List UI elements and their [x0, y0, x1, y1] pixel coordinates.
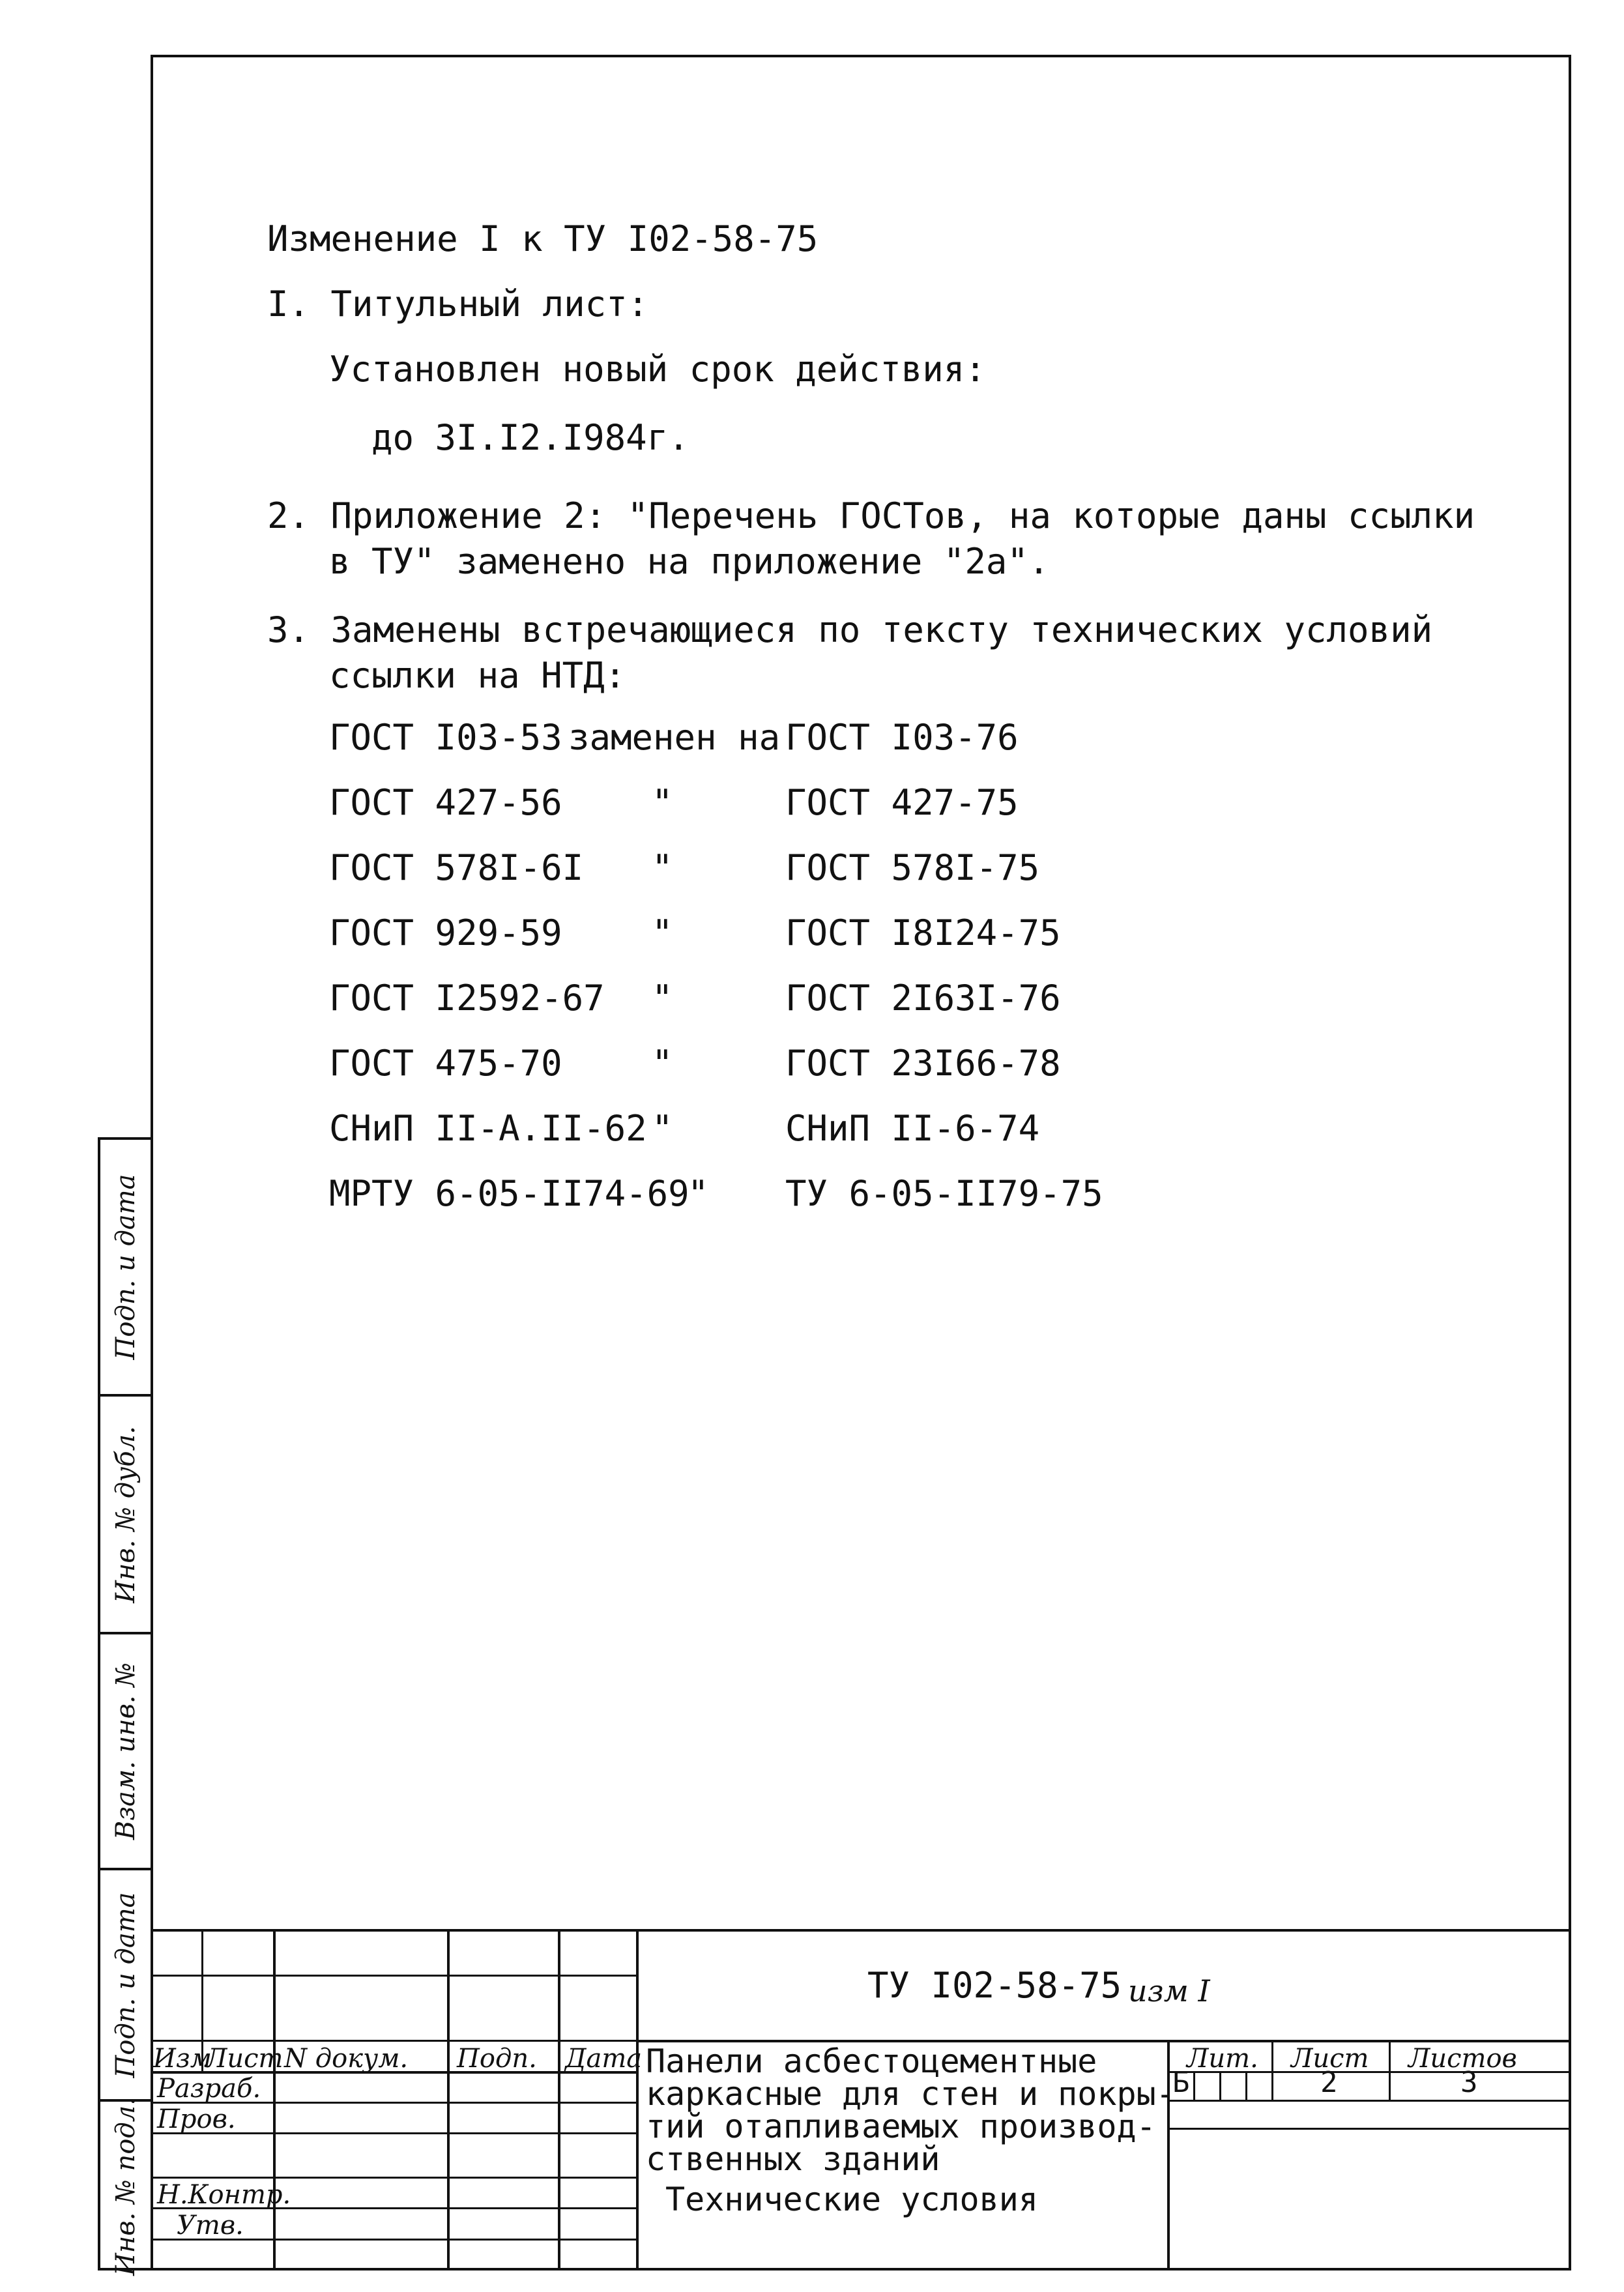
description-line: ственных зданий: [646, 2140, 940, 2178]
replacement-new: ГОСТ 578I-75: [785, 847, 1040, 888]
title-block-border: [151, 1975, 636, 1977]
replacement-sep: ": [652, 1108, 673, 1149]
replacement-old: ГОСТ I2592-67: [329, 978, 605, 1019]
description-line: Технические условия: [665, 2181, 1038, 2218]
side-cell: [100, 2096, 151, 2276]
role-developer: Разраб.: [157, 2074, 261, 2104]
column-header-sign: Подп.: [457, 2044, 537, 2074]
side-cell: [100, 1140, 151, 1394]
replacement-sep: ": [652, 1043, 673, 1084]
replacement-old: ГОСТ 929-59: [329, 912, 562, 953]
replacement-old: ГОСТ 427-56: [329, 782, 562, 823]
item2-line2: в ТУ" заменено на приложение "2а".: [329, 541, 1050, 582]
side-cell-label: Подп. и дата: [110, 1892, 141, 2078]
replacement-old: ГОСТ I03-53: [329, 717, 562, 758]
replacement-sep: ": [652, 978, 673, 1019]
description-line: тий отапливаемых производ-: [646, 2108, 1156, 2145]
title-block: [151, 1929, 1571, 2270]
replacement-new: ГОСТ I03-76: [785, 717, 1019, 758]
description-line: Панели асбестоцементные: [646, 2042, 1097, 2080]
title-block-border: [1271, 2040, 1273, 2100]
item3-line2: ссылки на НТД:: [329, 655, 626, 696]
change-note: изм I: [1128, 1973, 1210, 2009]
replacement-new: ГОСТ 2I63I-76: [785, 978, 1061, 1019]
side-cell: [100, 1868, 151, 2099]
title-block-border: [151, 2177, 636, 2179]
role-norm-control: Н.Контр.: [157, 2180, 291, 2210]
side-stamp: [98, 1137, 151, 2276]
column-header-doc: N докум.: [284, 2044, 409, 2074]
lit-header: Лит.: [1187, 2044, 1258, 2074]
title-block-border: [447, 1929, 450, 2270]
title-block-border: [558, 1929, 560, 2270]
replacement-sep: ": [688, 1173, 709, 1214]
item1-line1: Установлен новый срок действия:: [329, 349, 986, 390]
item3-line1: 3. Заменены встречающиеся по тексту технических условий: [267, 609, 1433, 650]
title-block-border: [1389, 2040, 1391, 2100]
title-block-border: [1219, 2071, 1221, 2100]
title-block-border: [636, 1929, 639, 2270]
document-code: ТУ I02-58-75: [867, 1965, 1122, 2006]
side-cell-label: Инв. № подл.: [110, 2096, 141, 2276]
column-header-list: Лист: [205, 2044, 283, 2074]
replacement-new: ГОСТ 427-75: [785, 782, 1019, 823]
lit-value: Б: [1172, 2066, 1190, 2099]
replacement-old: ГОСТ 578I-6I: [329, 847, 584, 888]
column-header-date: Дата: [565, 2044, 643, 2074]
side-cell: [100, 1632, 151, 1868]
item2-line1: 2. Приложение 2: "Перечень ГОСТов, на которые даны ссылки: [267, 495, 1475, 536]
title-block-border: [1193, 2071, 1195, 2100]
item1-title: I. Титульный лист:: [267, 283, 649, 325]
replacement-sep: ": [652, 912, 673, 953]
replacement-old: ГОСТ 475-70: [329, 1043, 562, 1084]
description-line: каркасные для стен и покры-: [646, 2075, 1176, 2113]
replacement-new: ГОСТ 23I66-78: [785, 1043, 1061, 1084]
replacement-new: ТУ 6-05-II79-75: [785, 1173, 1103, 1214]
item1-line2: до 3I.I2.I984г.: [371, 417, 689, 458]
side-cell: [100, 1394, 151, 1632]
role-approver: Утв.: [177, 2211, 244, 2241]
side-cell-label: Инв. № дубл.: [110, 1425, 141, 1603]
replacement-sep: заменен на: [568, 717, 781, 758]
document-heading: Изменение I к ТУ I02-58-75: [267, 218, 819, 259]
role-checker: Пров.: [157, 2104, 236, 2134]
replacement-new: ГОСТ I8I24-75: [785, 912, 1061, 953]
side-cell-label: Подп. и дата: [110, 1174, 141, 1360]
replacement-sep: ": [652, 847, 673, 888]
title-block-border: [151, 2040, 636, 2042]
replacement-old: МРТУ 6-05-II74-69: [329, 1173, 689, 1214]
sheet-header: Лист: [1291, 2044, 1369, 2074]
title-block-border: [151, 1929, 1571, 1932]
title-block-border: [1167, 2100, 1571, 2102]
column-header-izm: Изм: [153, 2044, 212, 2074]
side-cell-label: Взам. инв. №: [110, 1662, 141, 1840]
replacement-old: СНиП II-А.II-62: [329, 1108, 647, 1149]
title-block-border: [1245, 2071, 1247, 2100]
replacement-sep: ": [652, 782, 673, 823]
sheets-value: 3: [1460, 2066, 1478, 2099]
sheets-header: Листов: [1408, 2044, 1517, 2074]
replacement-new: СНиП II-6-74: [785, 1108, 1040, 1149]
title-block-border: [273, 1929, 276, 2270]
title-block-border: [1167, 2128, 1571, 2130]
sheet-value: 2: [1320, 2066, 1338, 2099]
